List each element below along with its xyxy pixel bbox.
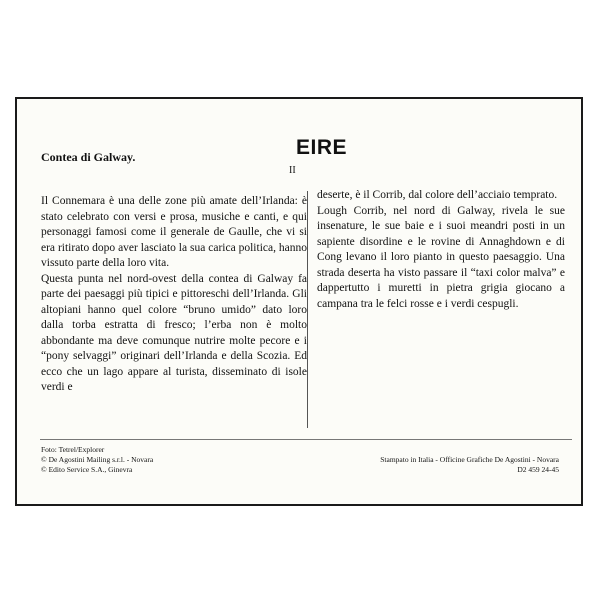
text-column-right: [317, 188, 565, 312]
region-heading: Contea di Galway.: [41, 150, 136, 164]
printer-line: Stampato in Italia - Officine Grafiche De Agostini - Novara: [380, 455, 559, 464]
column-divider: [307, 191, 308, 428]
paragraph: Il Connemara è una delle zone più amate dell’Irlanda: è stato celebrato con versi e prosa, musiche e canti, e qui personaggi famosi come il generale de Gaulle, che vi si era ritirato dopo aver lasciato la sua carica politica, hanno vissuto parte della loro vita.: [41, 195, 307, 269]
postcard: [15, 97, 583, 506]
paragraph: Questa punta nel nord-ovest della contea di Galway fa parte dei paesaggi più tipici e pittoreschi dell’Irlanda. Gli altopiani hanno quel colore “bruno umido” dato loro dalla torba estratta di fresco; l’erba non è molto abbondante ma deve comunque nutrire molte pecore e i “pony selvaggi” originari dell’Irlanda e della Scozia. Ed ecco che un lago appare al turista, disseminato di isole verdi e: [41, 272, 307, 393]
paragraph: Lough Corrib, nel nord di Galway, rivela le sue insenature, le sue baie e i suoi meandri posti in un sapiente disordine e le rovine di Annaghdown e di Cong levano il loro pianto in questo paesaggio. Una strada deserta ha visto passare il “taxi color malva” e dappertutto i muretti in pietra grigia giocano a campana tra le felci rosse e i verdi cespugli.: [317, 204, 565, 310]
credit-line: Foto: Tetrel/Explorer: [41, 445, 105, 454]
photo-credits: [41, 445, 153, 475]
credit-line: © Edito Service S.A., Ginevra: [41, 465, 133, 474]
card-code: D2 459 24-45: [517, 465, 559, 474]
credit-line: © De Agostini Mailing s.r.l. - Novara: [41, 455, 154, 464]
page-number: II: [289, 165, 296, 176]
text-column-left: [41, 194, 307, 396]
card-title: EIRE: [296, 136, 348, 159]
footer-divider: [40, 439, 572, 440]
paragraph: deserte, è il Corrib, dal colore dell’acciaio temprato.: [317, 189, 558, 201]
printer-info: [380, 455, 559, 475]
